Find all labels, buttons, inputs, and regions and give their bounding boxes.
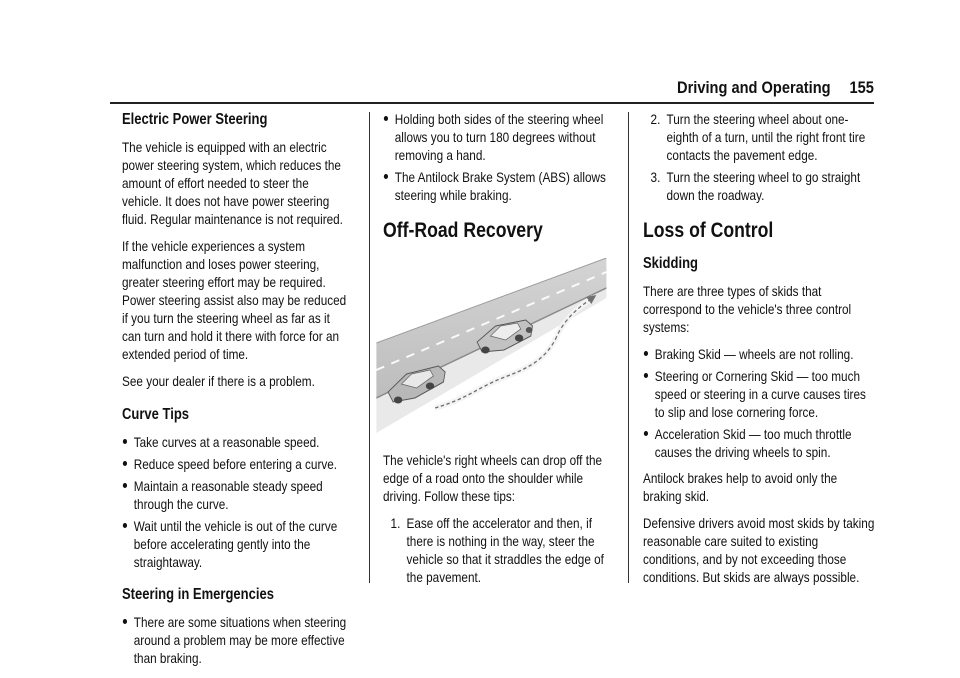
list-item: Reduce speed before entering a curve. bbox=[122, 455, 347, 473]
list-item: Wait until the vehicle is out of the curve before accelerating gently into the straightaway. bbox=[122, 517, 347, 571]
off-road-recovery-illustration bbox=[376, 258, 606, 433]
list-item: There are some situations when steering around a problem may be more effective than braking. bbox=[122, 613, 347, 667]
recovery-steps-continued bbox=[643, 110, 875, 204]
running-head bbox=[677, 78, 874, 98]
heading-off-road-recovery: Off-Road Recovery bbox=[383, 219, 543, 242]
heading-steering-in-emergencies: Steering in Emergencies bbox=[122, 586, 274, 603]
curve-tips-list bbox=[122, 433, 347, 571]
column-3 bbox=[643, 110, 875, 595]
paragraph: There are three types of skids that correspond to the vehicle's three control systems: bbox=[643, 283, 852, 335]
page-number: 155 bbox=[849, 78, 874, 97]
paragraph: The vehicle's right wheels can drop off the edge of a road onto the shoulder while driving. Follow these tips: bbox=[383, 452, 603, 504]
paragraph: Defensive drivers avoid most skids by taking reasonable care suited to existing conditions, and by not exceeding those conditions. But skids are always possible. bbox=[643, 515, 875, 585]
step-text: Turn the steering wheel about one-eighth of a turn, until the right front tire contacts the pavement edge. bbox=[666, 111, 866, 163]
list-item: Maintain a reasonable steady speed through the curve. bbox=[122, 477, 347, 513]
column-divider bbox=[369, 112, 370, 583]
paragraph: If the vehicle experiences a system malfunction and loses power steering, greater steering effort may be required. Power steering assist also may be reduced if you turn the steering wheel as far as it can turn and hold it there with force for an extended period of time. bbox=[122, 238, 347, 362]
step-number: 1. bbox=[390, 515, 401, 531]
heading-loss-of-control: Loss of Control bbox=[643, 219, 774, 242]
step-text: Ease off the accelerator and then, if there is nothing in the way, steer the vehicle so that it straddles the edge of the pavement. bbox=[406, 515, 604, 585]
skid-types-list bbox=[643, 345, 875, 461]
step-number: 3. bbox=[650, 169, 661, 185]
section-title: Driving and Operating bbox=[677, 78, 831, 97]
heading-curve-tips: Curve Tips bbox=[122, 406, 190, 423]
list-item: Steering or Cornering Skid — too much speed or steering in a curve causes tires to slip and lose cornering force. bbox=[643, 367, 875, 421]
paragraph: The vehicle is equipped with an electric power steering system, which reduces the amount of effort needed to steer the vehicle. It does not have power steering fluid. Regular maintenance is not required. bbox=[122, 139, 343, 227]
recovery-steps bbox=[383, 514, 611, 586]
list-item: Holding both sides of the steering wheel allows you to turn 180 degrees without removing a hand. bbox=[383, 110, 611, 164]
list-item bbox=[643, 168, 875, 204]
step-number: 2. bbox=[650, 111, 661, 127]
step-text: Turn the steering wheel to go straight down the roadway. bbox=[666, 169, 861, 203]
paragraph: See your dealer if there is a problem. bbox=[122, 373, 315, 389]
emergency-list-continued bbox=[383, 110, 611, 204]
list-item: Acceleration Skid — too much throttle causes the driving wheels to spin. bbox=[643, 425, 875, 461]
list-item: Braking Skid — wheels are not rolling. bbox=[643, 345, 875, 363]
header-rule bbox=[110, 102, 874, 104]
list-item bbox=[383, 514, 611, 586]
heading-skidding: Skidding bbox=[643, 255, 698, 272]
column-divider bbox=[628, 112, 629, 583]
list-item bbox=[643, 110, 875, 164]
column-1 bbox=[122, 110, 347, 675]
list-item: Take curves at a reasonable speed. bbox=[122, 433, 347, 451]
column-2 bbox=[383, 110, 611, 594]
list-item: The Antilock Brake System (ABS) allows steering while braking. bbox=[383, 168, 611, 204]
emergency-list bbox=[122, 613, 347, 667]
heading-electric-power-steering: Electric Power Steering bbox=[122, 111, 268, 128]
paragraph: Antilock brakes help to avoid only the braking skid. bbox=[643, 470, 838, 504]
